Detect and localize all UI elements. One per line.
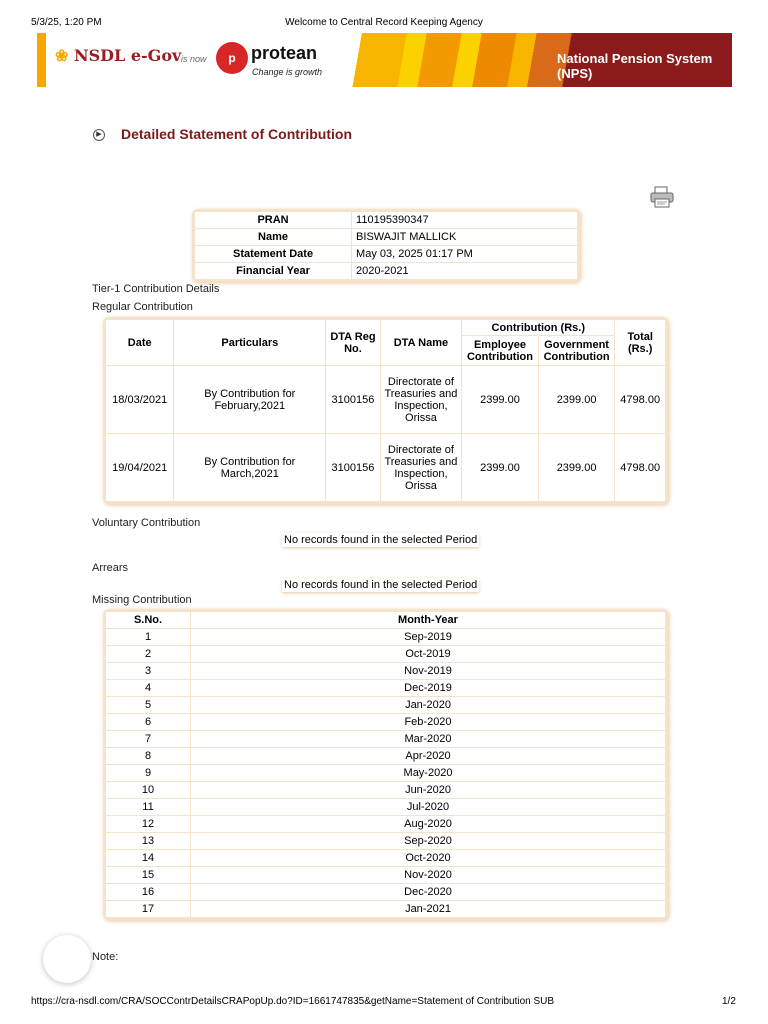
nps-title: National Pension System (NPS) xyxy=(557,51,713,81)
table-row xyxy=(106,366,666,434)
cell-sno: 17 xyxy=(106,901,191,918)
col-government: Government Contribution xyxy=(538,336,615,366)
table-row xyxy=(106,731,666,748)
info-value: 110195390347 xyxy=(352,212,578,229)
cell-dta-name: Directorate of Treasuries and Inspection, Orissa xyxy=(380,366,461,434)
cell-month-year: Sep-2020 xyxy=(191,833,666,850)
cell-sno: 7 xyxy=(106,731,191,748)
table-row xyxy=(106,748,666,765)
missing-contribution-table xyxy=(105,611,666,918)
cell-sno: 1 xyxy=(106,629,191,646)
nsdl-logo-icon: ❀ xyxy=(55,46,69,65)
cell-month-year: Dec-2019 xyxy=(191,680,666,697)
missing-contribution-box xyxy=(103,609,668,920)
voluntary-contribution-label: Voluntary Contribution xyxy=(92,517,201,529)
cell-employee: 2399.00 xyxy=(462,434,539,502)
cell-particulars: By Contribution for February,2021 xyxy=(174,366,326,434)
cell-month-year: Aug-2020 xyxy=(191,816,666,833)
cell-employee: 2399.00 xyxy=(462,366,539,434)
footer-url: https://cra-nsdl.com/CRA/SOCContrDetailsCRAPopUp.do?ID=1661747835&getName=Statement of Contribution SUB xyxy=(31,996,555,1007)
col-dta-reg: DTA Reg No. xyxy=(326,320,381,366)
protean-logo-text: protean xyxy=(251,43,318,63)
info-row xyxy=(195,263,578,280)
cell-government: 2399.00 xyxy=(538,434,615,502)
cell-sno: 11 xyxy=(106,799,191,816)
cell-total: 4798.00 xyxy=(615,434,666,502)
page-title: Detailed Statement of Contribution xyxy=(121,126,352,142)
cell-sno: 6 xyxy=(106,714,191,731)
col-employee: Employee Contribution xyxy=(462,336,539,366)
cell-sno: 13 xyxy=(106,833,191,850)
cell-sno: 3 xyxy=(106,663,191,680)
info-row xyxy=(195,212,578,229)
cell-month-year: Nov-2020 xyxy=(191,867,666,884)
printer-icon[interactable] xyxy=(650,186,674,208)
cell-dta-reg: 3100156 xyxy=(326,434,381,502)
table-row xyxy=(106,816,666,833)
is-now-text: is now xyxy=(181,54,207,64)
tier1-label: Tier-1 Contribution Details xyxy=(92,283,220,295)
footer-page-number: 1/2 xyxy=(722,996,736,1007)
cell-sno: 8 xyxy=(106,748,191,765)
floating-circle-button[interactable] xyxy=(43,935,91,983)
table-row xyxy=(106,434,666,502)
col-total: Total (Rs.) xyxy=(615,320,666,366)
regular-contribution-label: Regular Contribution xyxy=(92,301,193,313)
print-datetime: 5/3/25, 1:20 PM xyxy=(31,17,102,28)
nsdl-logo xyxy=(55,46,181,65)
cell-government: 2399.00 xyxy=(538,366,615,434)
nsdl-logo-text: NSDL e-Gov xyxy=(73,46,182,65)
table-row xyxy=(106,663,666,680)
col-particulars: Particulars xyxy=(174,320,326,366)
table-row xyxy=(106,884,666,901)
table-row xyxy=(106,867,666,884)
col-sno: S.No. xyxy=(106,612,191,629)
cell-month-year: Nov-2019 xyxy=(191,663,666,680)
info-row xyxy=(195,246,578,263)
table-row xyxy=(106,629,666,646)
cell-sno: 4 xyxy=(106,680,191,697)
table-row xyxy=(106,782,666,799)
col-contribution: Contribution (Rs.) xyxy=(462,320,615,336)
cell-total: 4798.00 xyxy=(615,366,666,434)
table-row xyxy=(106,765,666,782)
arrears-no-records: No records found in the selected Period xyxy=(284,579,478,591)
banner-stripes xyxy=(332,33,572,87)
cell-sno: 2 xyxy=(106,646,191,663)
cell-month-year: Jan-2021 xyxy=(191,901,666,918)
col-dta-name: DTA Name xyxy=(380,320,461,366)
note-label: Note: xyxy=(92,951,119,963)
cell-month-year: Jan-2020 xyxy=(191,697,666,714)
arrears-label: Arrears xyxy=(92,562,129,574)
cell-month-year: May-2020 xyxy=(191,765,666,782)
cell-date: 18/03/2021 xyxy=(106,366,174,434)
info-value: BISWAJIT MALLICK xyxy=(352,229,578,246)
info-value: 2020-2021 xyxy=(352,263,578,280)
banner-nps-panel xyxy=(557,33,732,87)
account-info-table xyxy=(194,211,578,280)
info-key: Name xyxy=(195,229,352,246)
table-row xyxy=(106,799,666,816)
cell-month-year: Dec-2020 xyxy=(191,884,666,901)
cell-sno: 16 xyxy=(106,884,191,901)
table-row xyxy=(106,680,666,697)
cell-sno: 15 xyxy=(106,867,191,884)
cell-sno: 12 xyxy=(106,816,191,833)
cell-sno: 10 xyxy=(106,782,191,799)
print-title: Welcome to Central Record Keeping Agency xyxy=(285,17,483,28)
regular-contribution-table xyxy=(105,319,666,502)
table-row xyxy=(106,901,666,918)
voluntary-no-records: No records found in the selected Period xyxy=(284,534,478,546)
cell-month-year: Jun-2020 xyxy=(191,782,666,799)
cell-sno: 9 xyxy=(106,765,191,782)
table-row xyxy=(106,714,666,731)
cell-date: 19/04/2021 xyxy=(106,434,174,502)
info-value: May 03, 2025 01:17 PM xyxy=(352,246,578,263)
info-key: Financial Year xyxy=(195,263,352,280)
cell-month-year: Mar-2020 xyxy=(191,731,666,748)
table-row xyxy=(106,646,666,663)
cell-month-year: Jul-2020 xyxy=(191,799,666,816)
cell-month-year: Feb-2020 xyxy=(191,714,666,731)
bullet-arrow-icon: ▶ xyxy=(93,129,105,141)
cell-month-year: Sep-2019 xyxy=(191,629,666,646)
table-row xyxy=(106,850,666,867)
info-key: Statement Date xyxy=(195,246,352,263)
cell-month-year: Oct-2019 xyxy=(191,646,666,663)
banner-left-strip xyxy=(37,33,46,87)
cell-dta-name: Directorate of Treasuries and Inspection, Orissa xyxy=(380,434,461,502)
col-month-year: Month-Year xyxy=(191,612,666,629)
cell-month-year: Oct-2020 xyxy=(191,850,666,867)
account-info-box xyxy=(192,209,580,282)
cell-particulars: By Contribution for March,2021 xyxy=(174,434,326,502)
table-row xyxy=(106,697,666,714)
missing-contribution-label: Missing Contribution xyxy=(92,594,192,606)
cell-sno: 5 xyxy=(106,697,191,714)
protean-tagline: Change is growth xyxy=(252,67,323,77)
col-date: Date xyxy=(106,320,174,366)
regular-contribution-box xyxy=(103,317,668,504)
cell-sno: 14 xyxy=(106,850,191,867)
cell-dta-reg: 3100156 xyxy=(326,366,381,434)
protean-logo-icon: p xyxy=(216,42,248,74)
cell-month-year: Apr-2020 xyxy=(191,748,666,765)
table-row xyxy=(106,833,666,850)
info-key: PRAN xyxy=(195,212,352,229)
info-row xyxy=(195,229,578,246)
header-banner xyxy=(37,33,732,87)
